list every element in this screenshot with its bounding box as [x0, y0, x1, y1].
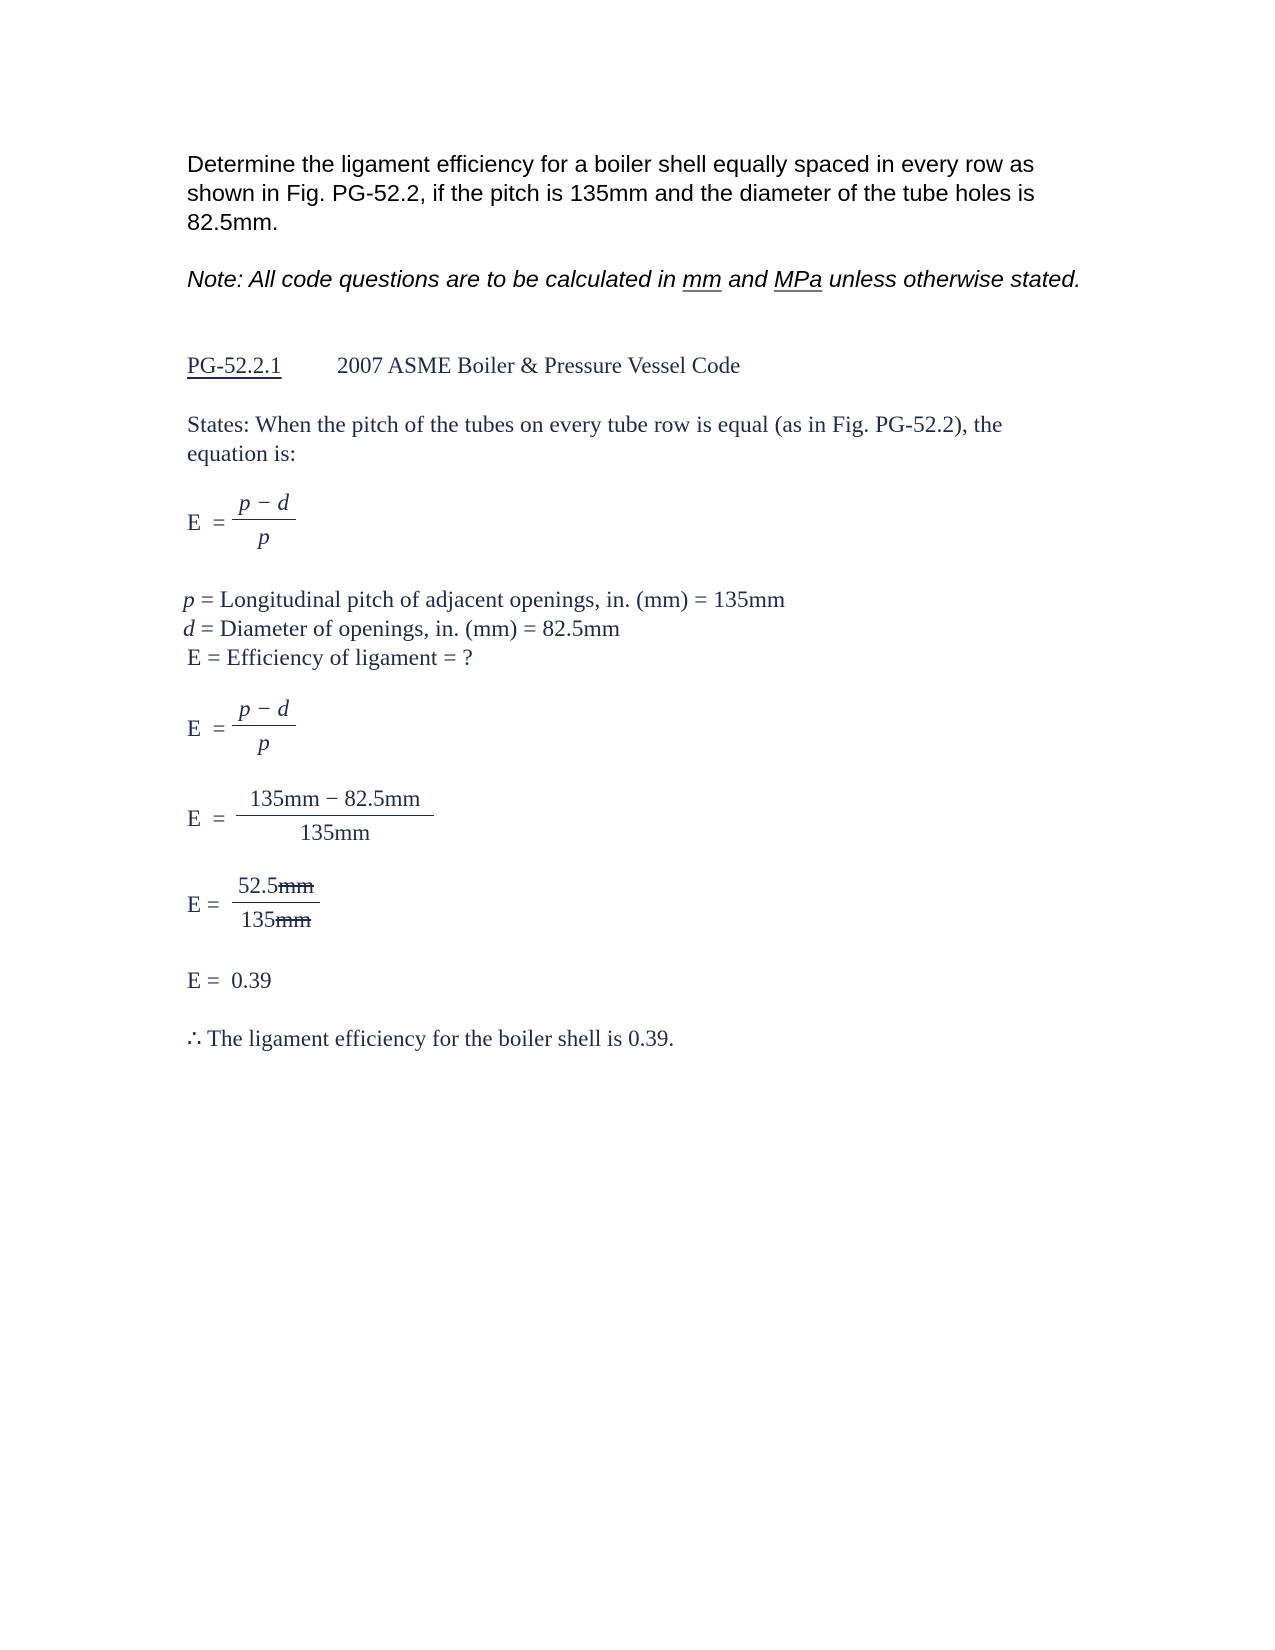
fraction-numerator	[232, 873, 320, 899]
equation-fraction	[236, 786, 434, 846]
fraction-denominator: 135mm	[299, 820, 371, 845]
equation-lhs: E =	[187, 892, 220, 917]
fraction-bar	[232, 519, 296, 520]
equation-lhs: E =	[187, 806, 226, 831]
reference-title: 2007 ASME Boiler & Pressure Vessel Code	[337, 353, 741, 378]
definition-symbol: d	[183, 616, 195, 642]
definition-symbol: p	[183, 587, 195, 613]
definition-pitch	[183, 586, 785, 615]
note-unit-mm: mm	[682, 266, 722, 292]
fraction-bar	[232, 902, 320, 903]
variable-definitions	[183, 586, 785, 673]
note-middle: and	[721, 266, 774, 292]
equation-fraction	[232, 696, 296, 756]
fraction-numerator: p − d	[238, 490, 290, 515]
equation-fraction	[232, 490, 296, 550]
states-text: States: When the pitch of the tubes on every tube row is equal (as in Fig. PG-52.2), the equation is:	[187, 412, 1003, 467]
definition-text: = Longitudinal pitch of adjacent openings, in. (mm) = 135mm	[194, 587, 786, 613]
conclusion-text: ∴ The ligament efficiency for the boiler shell is 0.39.	[187, 1026, 675, 1051]
reference-code: PG-52.2.1	[187, 353, 282, 378]
definition-text: = Diameter of openings, in. (mm) = 82.5mm	[194, 616, 621, 642]
fraction-bar	[232, 725, 296, 726]
equation-lhs: E =	[187, 716, 226, 741]
numerator-value: 52.5	[237, 873, 279, 898]
note-text	[187, 265, 1087, 294]
note-prefix: Note: All code questions are to be calculated in	[187, 266, 683, 292]
fraction-numerator: p − d	[238, 696, 290, 721]
fraction-denominator: p	[258, 524, 270, 549]
equation-lhs: E =	[187, 510, 226, 535]
fraction-bar	[236, 815, 434, 816]
fraction-denominator	[232, 907, 320, 933]
denominator-value: 135	[240, 907, 276, 932]
equation-fraction	[232, 873, 320, 933]
note-unit-mpa: MPa	[773, 266, 823, 292]
note-suffix: unless otherwise stated.	[822, 266, 1081, 292]
denominator-unit-cancelled: mm	[275, 907, 312, 932]
fraction-denominator: p	[258, 730, 270, 755]
question-text: Determine the ligament efficiency for a boiler shell equally spaced in every row as shown in Fig. PG-52.2, if the pitch is 135mm and the diameter of the tube holes is 82.5mm.	[187, 151, 1035, 235]
result-equation: E = 0.39	[187, 968, 272, 993]
fraction-numerator: 135mm − 82.5mm	[249, 786, 421, 811]
numerator-unit-cancelled: mm	[278, 873, 315, 898]
definition-text: = Efficiency of ligament = ?	[201, 645, 473, 671]
definition-efficiency	[183, 644, 785, 673]
definition-diameter	[183, 615, 785, 644]
definition-symbol: E	[187, 645, 202, 671]
